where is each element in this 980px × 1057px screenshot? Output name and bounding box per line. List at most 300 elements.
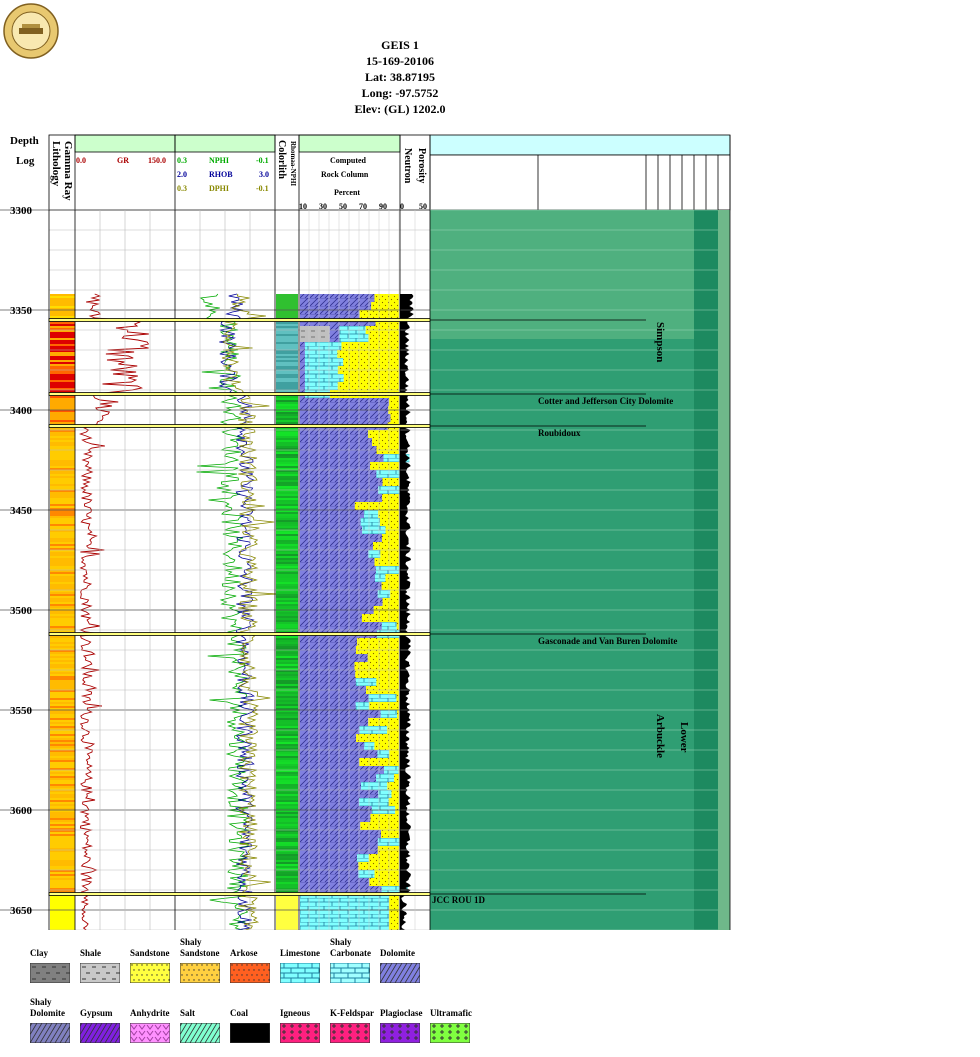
colorlith-band — [276, 418, 298, 420]
colorlith-band — [276, 786, 298, 788]
gamma-color-band — [50, 376, 75, 378]
gamma-color-band — [50, 498, 75, 500]
gamma-color-band — [50, 500, 75, 502]
gamma-color-band — [50, 346, 75, 348]
gamma-color-band — [50, 758, 75, 760]
legend-swatch — [430, 1023, 470, 1043]
colorlith-band — [276, 586, 298, 588]
rock-sandstone-segment — [374, 742, 399, 750]
legend-label: Sandstone — [130, 948, 170, 958]
gamma-color-band — [50, 492, 75, 494]
gamma-color-band — [50, 822, 75, 824]
colorlith-band — [276, 360, 298, 362]
colorlith-band — [276, 790, 298, 792]
rock-dolomite-segment — [300, 678, 356, 686]
colorlith-band — [276, 682, 298, 684]
colorlith-band — [276, 702, 298, 704]
rock-dolomite-segment — [300, 710, 381, 718]
strat-subheader-box — [430, 155, 730, 210]
rock-limestone-segment — [300, 918, 389, 926]
gamma-color-band — [50, 782, 75, 784]
legend-label: Dolomite — [380, 948, 415, 958]
gamma-color-band — [50, 646, 75, 648]
colorlith-band — [276, 636, 298, 638]
legend-swatch — [230, 963, 270, 983]
gamma-color-band — [50, 454, 75, 456]
colorlith-band — [276, 606, 298, 608]
colorlith-band — [276, 878, 298, 880]
gamma-color-band — [50, 496, 75, 498]
depth-tick-label: 3450 — [10, 505, 32, 517]
colorlith-band — [276, 390, 298, 392]
rock-sandstone-segment — [368, 718, 399, 726]
gamma-color-band — [50, 906, 75, 908]
colorlith-band — [276, 758, 298, 760]
gamma-color-band — [50, 536, 75, 538]
gamma-color-band — [50, 676, 75, 678]
gamma-color-band — [50, 326, 75, 328]
depth-tick-label: 3550 — [10, 705, 32, 717]
colorlith-band — [276, 664, 298, 666]
rock-dolomite-segment — [300, 382, 305, 390]
legend-swatch — [180, 1023, 220, 1043]
gamma-color-band — [50, 644, 75, 646]
legend-swatch — [180, 963, 220, 983]
gamma-color-band — [50, 740, 75, 742]
rock-dolomite-segment — [300, 502, 355, 510]
rock-sandstone-segment — [369, 878, 399, 886]
gamma-color-band — [50, 490, 75, 492]
gamma-color-band — [50, 756, 75, 758]
rock-dolomite-segment — [300, 574, 375, 582]
rock-sandstone-segment — [371, 302, 399, 310]
gamma-color-band — [50, 624, 75, 626]
colorlith-band — [276, 520, 298, 522]
colorlith-band — [276, 294, 298, 296]
pct-tick-90: 90 — [379, 202, 387, 211]
gamma-color-band — [50, 724, 75, 726]
gamma-color-band — [50, 734, 75, 736]
gamma-color-band — [50, 770, 75, 772]
gamma-color-band — [50, 900, 75, 902]
colorlith-band — [276, 662, 298, 664]
colorlith-band — [276, 338, 298, 340]
gamma-color-band — [50, 390, 75, 392]
colorlith-band — [276, 694, 298, 696]
colorlith-band — [276, 556, 298, 558]
colorlith-band — [276, 614, 298, 616]
rock-sandstone-segment — [338, 382, 399, 390]
gamma-color-band — [50, 596, 75, 598]
percent-label: Percent — [334, 188, 361, 197]
colorlith-band — [276, 464, 298, 466]
gamma-color-band — [50, 660, 75, 662]
dphi-min: 0.3 — [177, 184, 187, 193]
gamma-color-band — [50, 360, 75, 362]
colorlith-band — [276, 890, 298, 892]
colorlith-band — [276, 700, 298, 702]
gamma-color-band — [50, 842, 75, 844]
colorlith-band — [276, 802, 298, 804]
rock-sandstone-segment — [389, 926, 399, 930]
rock-sandstone-segment — [344, 374, 399, 382]
colorlith-band — [276, 616, 298, 618]
gamma-color-band — [50, 750, 75, 752]
rock-dolomite-segment — [300, 462, 370, 470]
rock-dolomite-segment — [300, 350, 305, 358]
legend-swatch — [280, 963, 320, 983]
gamma-color-band — [50, 518, 75, 520]
gamma-color-band — [50, 790, 75, 792]
colorlith-band — [276, 762, 298, 764]
gamma-color-band — [50, 764, 75, 766]
colorlith-band — [276, 526, 298, 528]
rock-sandstone-segment — [355, 670, 399, 678]
rock-sandstone-segment — [391, 790, 399, 798]
colorlith-band — [276, 916, 298, 918]
rock-dolomite-segment — [300, 534, 382, 542]
well-log-chart — [0, 130, 735, 930]
colorlith-band — [276, 580, 298, 582]
gamma-color-band — [50, 876, 75, 878]
gamma-color-band — [50, 654, 75, 656]
rock-shale-segment — [300, 334, 330, 342]
colorlith-band — [276, 876, 298, 878]
colorlith-band — [276, 478, 298, 480]
gamma-color-band — [50, 384, 75, 386]
gamma-color-band — [50, 686, 75, 688]
colorlith-band — [276, 654, 298, 656]
gamma-color-band — [50, 592, 75, 594]
gamma-color-band — [50, 400, 75, 402]
gamma-color-band — [50, 304, 75, 306]
gamma-color-band — [50, 422, 75, 424]
colorlith-band — [276, 844, 298, 846]
gamma-color-band — [50, 652, 75, 654]
gamma-color-band — [50, 604, 75, 606]
gamma-color-band — [50, 618, 75, 620]
gamma-color-band — [50, 904, 75, 906]
legend-label: Shaly Carbonate — [330, 937, 371, 958]
gamma-color-band — [50, 732, 75, 734]
colorlith-band — [276, 466, 298, 468]
colorlith-band — [276, 838, 298, 840]
rock-dolomite-segment — [300, 342, 305, 350]
colorlith-band — [276, 546, 298, 548]
colorlith-band — [276, 730, 298, 732]
rock-sandstone-segment — [382, 478, 399, 486]
gamma-color-band — [50, 694, 75, 696]
legend-label: Shaly Sandstone — [180, 937, 220, 958]
gamma-color-band — [50, 358, 75, 360]
gamma-color-band — [50, 364, 75, 366]
colorlith-band — [276, 570, 298, 572]
gr-max: 150.0 — [148, 156, 166, 165]
rock-limestone-segment — [359, 798, 388, 806]
rock-limestone-segment — [369, 694, 397, 702]
colorlith-band — [276, 298, 298, 300]
colorlith-band — [276, 598, 298, 600]
gamma-color-band — [50, 866, 75, 868]
rock-limestone-segment — [305, 374, 344, 382]
colorlith-band — [276, 620, 298, 622]
colorlith-band — [276, 684, 298, 686]
gamma-color-band — [50, 578, 75, 580]
depth-tick-label: 3350 — [10, 305, 32, 317]
rock-dolomite-segment — [300, 614, 362, 622]
gamma-color-band — [50, 566, 75, 568]
rock-dolomite-segment — [300, 438, 372, 446]
gamma-color-band — [50, 354, 75, 356]
gamma-color-band — [50, 452, 75, 454]
colorlith-band — [276, 886, 298, 888]
colorlith-band — [276, 760, 298, 762]
gamma-color-band — [50, 854, 75, 856]
colorlith-band — [276, 460, 298, 462]
rock-sandstone-segment — [383, 598, 399, 606]
gamma-color-band — [50, 398, 75, 400]
colorlith-band — [276, 698, 298, 700]
rock-limestone-segment — [361, 782, 387, 790]
colorlith-band — [276, 420, 298, 422]
gamma-color-band — [50, 416, 75, 418]
gamma-color-band — [50, 916, 75, 918]
gamma-color-band — [50, 890, 75, 892]
gamma-color-band — [50, 474, 75, 476]
colorlith-band — [276, 860, 298, 862]
rock-sandstone-segment — [382, 582, 399, 590]
gamma-color-band — [50, 678, 75, 680]
legend-label: Plagioclase — [380, 1008, 423, 1018]
colorlith-band — [276, 906, 298, 908]
gamma-color-band — [50, 564, 75, 566]
colorlith-band — [276, 438, 298, 440]
rock-limestone-segment — [378, 590, 390, 598]
colorlith-band — [276, 354, 298, 356]
colorlith-band — [276, 874, 298, 876]
gamma-color-band — [50, 378, 75, 380]
colorlith-band — [276, 822, 298, 824]
rock-dolomite-segment — [300, 702, 356, 710]
rock-limestone-segment — [300, 902, 389, 910]
colorlith-band — [276, 344, 298, 346]
colorlith-band — [276, 740, 298, 742]
colorlith-band — [276, 522, 298, 524]
gr-curve — [80, 294, 148, 930]
colorlith-band — [276, 544, 298, 546]
gamma-color-band — [50, 306, 75, 308]
neutron-tick-0: 0 — [400, 202, 404, 211]
colorlith-band — [276, 840, 298, 842]
gamma-color-band — [50, 922, 75, 924]
colorlith-band — [276, 842, 298, 844]
gamma-color-band — [50, 472, 75, 474]
colorlith-band — [276, 622, 298, 624]
rock-dolomite-segment — [300, 718, 368, 726]
dphi-name: DPHI — [209, 184, 229, 193]
gamma-color-band — [50, 622, 75, 624]
colorlith-band — [276, 826, 298, 828]
rock-limestone-segment — [300, 926, 389, 930]
gamma-color-band — [50, 322, 75, 324]
colorlith-band — [276, 340, 298, 342]
rock-dolomite-segment — [300, 542, 373, 550]
colorlith-band — [276, 316, 298, 318]
well-name: GEIS 1 — [381, 38, 419, 52]
legend-label: Shale — [80, 948, 102, 958]
rock-dolomite-segment — [300, 734, 356, 742]
gamma-color-band — [50, 796, 75, 798]
rock-sandstone-segment — [389, 798, 399, 806]
rock-column-label: Rock Column — [321, 170, 369, 179]
gamma-color-band — [50, 664, 75, 666]
legend-swatch — [280, 1023, 320, 1043]
legend-label: Igneous — [280, 1008, 311, 1018]
colorlith-band — [276, 566, 298, 568]
colorlith-band — [276, 920, 298, 922]
colorlith-band — [276, 398, 298, 400]
legend-label: Limestone — [280, 948, 320, 958]
gamma-color-band — [50, 562, 75, 564]
gamma-color-band — [50, 484, 75, 486]
gamma-color-band — [50, 316, 75, 318]
colorlith-band — [276, 334, 298, 336]
gamma-color-band — [50, 754, 75, 756]
gamma-color-band — [50, 826, 75, 828]
gamma-color-band — [50, 324, 75, 326]
gamma-color-band — [50, 716, 75, 718]
colorlith-band — [276, 302, 298, 304]
gamma-color-band — [50, 662, 75, 664]
colorlith-band — [276, 480, 298, 482]
gamma-color-band — [50, 650, 75, 652]
colorlith-band — [276, 304, 298, 306]
colorlith-band — [276, 712, 298, 714]
gamma-color-band — [50, 514, 75, 516]
series-label-lower: Lower — [678, 722, 690, 753]
colorlith-band — [276, 538, 298, 540]
colorlith-band — [276, 644, 298, 646]
nphi-name: NPHI — [209, 156, 229, 165]
gamma-color-band — [50, 542, 75, 544]
well-lat: Lat: 38.87195 — [365, 70, 435, 84]
gamma-color-band — [50, 720, 75, 722]
colorlith-band — [276, 444, 298, 446]
colorlith-band — [276, 484, 298, 486]
gamma-color-band — [50, 522, 75, 524]
colorlith-band — [276, 726, 298, 728]
gamma-color-band — [50, 684, 75, 686]
rock-sandstone-segment — [368, 334, 399, 342]
legend-label: Ultramafic — [430, 1008, 472, 1018]
gamma-color-band — [50, 440, 75, 442]
gamma-color-band — [50, 480, 75, 482]
gamma-color-band — [50, 836, 75, 838]
colorlith-band — [276, 882, 298, 884]
colorlith-band — [276, 470, 298, 472]
colorlith-band — [276, 638, 298, 640]
rock-dolomite-segment — [330, 334, 340, 342]
gamma-color-band — [50, 546, 75, 548]
gamma-color-band — [50, 820, 75, 822]
well-long: Long: -97.5752 — [361, 86, 439, 100]
rock-dolomite-segment — [300, 670, 355, 678]
gamma-color-band — [50, 336, 75, 338]
rock-sandstone-segment — [369, 702, 399, 710]
colorlith-band — [276, 642, 298, 644]
rhomaa-header-box — [299, 135, 400, 152]
gamma-color-band — [50, 574, 75, 576]
gamma-color-band — [50, 812, 75, 814]
colorlith-band — [276, 596, 298, 598]
gamma-color-band — [50, 396, 75, 398]
gamma-color-band — [50, 526, 75, 528]
colorlith-band — [276, 374, 298, 376]
colorlith-band — [276, 380, 298, 382]
gamma-color-band — [50, 572, 75, 574]
gamma-color-band — [50, 606, 75, 608]
colorlith-band — [276, 582, 298, 584]
legend-swatch — [380, 963, 420, 983]
gamma-color-band — [50, 524, 75, 526]
gamma-color-band — [50, 584, 75, 586]
gamma-color-band — [50, 746, 75, 748]
gamma-color-band — [50, 332, 75, 334]
colorlith-band — [276, 364, 298, 366]
gamma-color-band — [50, 380, 75, 382]
rock-dolomite-segment — [300, 430, 368, 438]
gamma-color-band — [50, 576, 75, 578]
colorlith-band — [276, 714, 298, 716]
colorlith-band — [276, 854, 298, 856]
colorlith-band — [276, 734, 298, 736]
colorlith-band — [276, 500, 298, 502]
rock-sandstone-segment — [360, 310, 399, 318]
depth-tick-label: 3650 — [10, 905, 32, 917]
colorlith-band — [276, 834, 298, 836]
group-label-arbuckle: Arbuckle — [654, 714, 666, 758]
gamma-color-band — [50, 504, 75, 506]
colorlith-band — [276, 792, 298, 794]
gamma-color-band — [50, 862, 75, 864]
neutron-tick-50: 50 — [419, 202, 427, 211]
rock-dolomite-segment — [300, 694, 369, 702]
colorlith-sub-title: Rhomaa-NPHI — [289, 141, 297, 187]
colorlith-band — [276, 816, 298, 818]
gamma-color-band — [50, 552, 75, 554]
gamma-color-band — [50, 594, 75, 596]
legend-swatch — [30, 963, 70, 983]
colorlith-band — [276, 900, 298, 902]
rock-sandstone-segment — [370, 814, 399, 822]
colorlith-band — [276, 554, 298, 556]
colorlith-band — [276, 914, 298, 916]
colorlith-band — [276, 456, 298, 458]
colorlith-band — [276, 550, 298, 552]
gamma-color-band — [50, 362, 75, 364]
colorlith-band — [276, 552, 298, 554]
colorlith-band — [276, 646, 298, 648]
rock-dolomite-segment — [300, 294, 374, 302]
gamma-color-band — [50, 718, 75, 720]
colorlith-band — [276, 872, 298, 874]
gamma-color-band — [50, 776, 75, 778]
colorlith-band — [276, 532, 298, 534]
gamma-color-band — [50, 558, 75, 560]
gamma-color-band — [50, 830, 75, 832]
colorlith-band — [276, 806, 298, 808]
gamma-color-band — [50, 582, 75, 584]
